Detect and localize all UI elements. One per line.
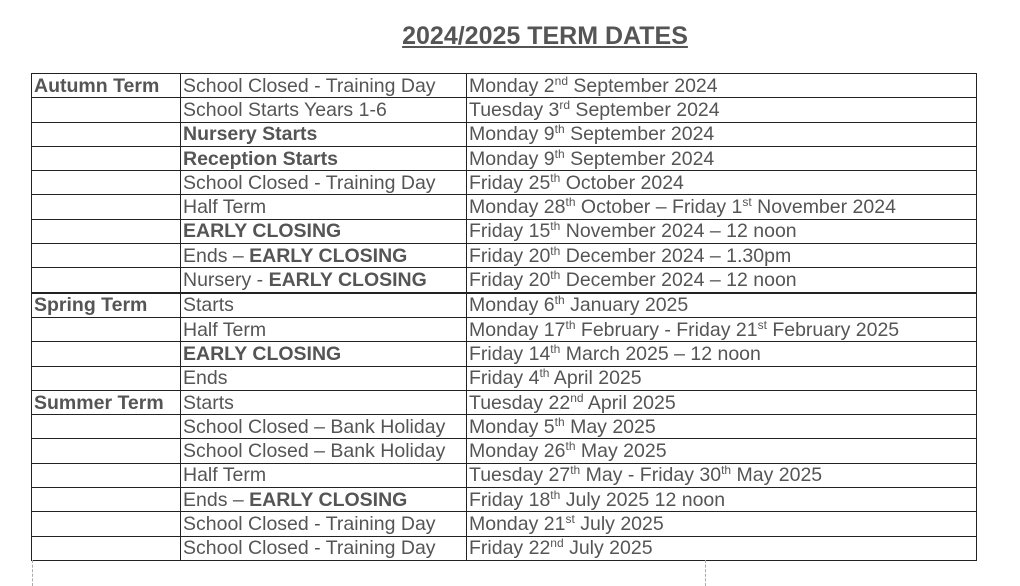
text: Friday 25	[469, 171, 551, 194]
text: September 2024	[564, 147, 715, 170]
date-cell	[467, 463, 977, 487]
table-row	[32, 439, 977, 463]
table-row	[32, 98, 977, 122]
date-cell	[467, 146, 977, 170]
table-row	[32, 74, 977, 98]
date-cell	[467, 171, 977, 195]
event-cell	[181, 366, 467, 390]
text: Starts	[183, 391, 234, 414]
date-cell	[467, 195, 977, 219]
text: Half Term	[183, 318, 267, 341]
term-name-cell	[32, 439, 181, 463]
date-cell	[467, 317, 977, 341]
date-cell	[467, 415, 977, 439]
event-cell	[181, 219, 467, 243]
event-cell	[181, 293, 467, 318]
event-cell	[181, 342, 467, 366]
table-row	[32, 171, 977, 195]
term-name-cell	[32, 146, 181, 170]
table-row	[32, 146, 977, 170]
ordinal-suffix: th	[565, 439, 576, 454]
text: Ends –	[183, 488, 250, 511]
table-row	[32, 488, 977, 512]
event-cell	[181, 317, 467, 341]
term-name-cell	[32, 244, 181, 268]
ordinal-suffix: th	[550, 170, 561, 185]
ordinal-suffix: th	[550, 243, 561, 258]
text: Tuesday 3	[469, 98, 560, 121]
table-row	[32, 195, 977, 219]
term-name-cell: Summer Term	[32, 390, 181, 414]
text: February 2025	[766, 318, 900, 341]
text: February - Friday 21	[575, 318, 758, 341]
ordinal-suffix: th	[550, 268, 561, 283]
ordinal-suffix: nd	[554, 73, 568, 88]
text: April 2025	[549, 367, 642, 390]
ordinal-suffix: st	[742, 195, 752, 210]
term-name-cell	[32, 122, 181, 146]
ordinal-suffix: th	[721, 463, 732, 478]
text: Friday 15	[469, 220, 551, 243]
term-name-cell	[32, 317, 181, 341]
table-row	[32, 342, 977, 366]
text: Friday 18	[469, 488, 551, 511]
text: Monday 21	[469, 512, 566, 535]
term-name-cell	[32, 342, 181, 366]
text: Friday 22	[469, 537, 551, 560]
text: Monday 9	[469, 123, 555, 146]
text: March 2025 – 12 noon	[560, 342, 761, 365]
table-row	[32, 244, 977, 268]
date-cell	[467, 366, 977, 390]
date-cell	[467, 390, 977, 414]
text: May 2025	[731, 464, 823, 487]
text: Ends –	[183, 244, 250, 267]
text: School Closed - Training Day	[183, 512, 436, 535]
text: Monday 26	[469, 440, 566, 463]
text: October – Friday 1	[575, 196, 743, 219]
ordinal-suffix: th	[570, 463, 581, 478]
bold-text: EARLY CLOSING	[249, 244, 408, 267]
date-cell	[467, 122, 977, 146]
text: May 2025	[575, 440, 667, 463]
event-cell	[181, 390, 467, 414]
ordinal-suffix: th	[550, 341, 561, 356]
ordinal-suffix: th	[565, 195, 576, 210]
event-cell	[181, 268, 467, 293]
event-cell	[181, 195, 467, 219]
ordinal-suffix: th	[554, 414, 565, 429]
bold-text: Reception Starts	[183, 147, 338, 170]
text: Tuesday 27	[469, 464, 571, 487]
text: April 2025	[583, 391, 676, 414]
page-margin-guide	[32, 560, 33, 586]
ordinal-suffix: th	[554, 122, 565, 137]
table-row	[32, 366, 977, 390]
event-cell	[181, 463, 467, 487]
text: September 2024	[570, 98, 720, 121]
date-cell	[467, 536, 977, 560]
text: Friday 4	[469, 367, 540, 390]
text: July 2025	[563, 537, 653, 560]
text: Monday 6	[469, 294, 555, 317]
event-cell	[181, 146, 467, 170]
ordinal-suffix: st	[757, 317, 767, 332]
term-name-cell	[32, 268, 181, 293]
text: May - Friday 30	[580, 464, 722, 487]
ordinal-suffix: th	[550, 487, 561, 502]
term-name-cell	[32, 366, 181, 390]
table-row	[32, 219, 977, 243]
text: Monday 17	[469, 318, 566, 341]
text: October 2024	[560, 171, 684, 194]
text: November 2024	[751, 196, 896, 219]
table-row	[32, 415, 977, 439]
ordinal-suffix: th	[539, 366, 550, 381]
event-cell	[181, 74, 467, 98]
text: School Closed - Training Day	[183, 74, 436, 97]
text: Monday 5	[469, 415, 555, 438]
date-cell	[467, 342, 977, 366]
event-cell	[181, 536, 467, 560]
text: Nursery -	[183, 269, 269, 292]
text: January 2025	[564, 294, 689, 317]
term-name-cell	[32, 98, 181, 122]
ordinal-suffix: th	[565, 317, 576, 332]
bold-text: EARLY CLOSING	[183, 342, 342, 365]
ordinal-suffix: nd	[570, 390, 584, 405]
term-name-cell	[32, 463, 181, 487]
term-name-cell	[32, 415, 181, 439]
ordinal-suffix: th	[550, 219, 561, 234]
text: Friday 20	[469, 269, 551, 292]
text: November 2024 – 12 noon	[560, 220, 797, 243]
term-name-cell	[32, 219, 181, 243]
table-row	[32, 317, 977, 341]
table-row	[32, 512, 977, 536]
table-row	[32, 463, 977, 487]
term-dates-table	[31, 73, 977, 561]
ordinal-suffix: nd	[550, 536, 564, 551]
term-name-cell	[32, 512, 181, 536]
table-row	[32, 122, 977, 146]
table-row	[32, 390, 977, 414]
date-cell	[467, 512, 977, 536]
text: December 2024 – 1.30pm	[560, 244, 792, 267]
event-cell	[181, 171, 467, 195]
table-row	[32, 293, 977, 318]
event-cell	[181, 98, 467, 122]
text: Friday 20	[469, 244, 551, 267]
bold-text: EARLY CLOSING	[268, 269, 427, 292]
text: Half Term	[183, 196, 267, 219]
text: Monday 9	[469, 147, 555, 170]
date-cell	[467, 439, 977, 463]
text: Monday 2	[469, 74, 555, 97]
date-cell	[467, 268, 977, 293]
date-cell	[467, 74, 977, 98]
text: December 2024 – 12 noon	[560, 269, 797, 292]
text: School Closed – Bank Holiday	[183, 440, 446, 463]
text: July 2025 12 noon	[560, 488, 726, 511]
text: Friday 14	[469, 342, 551, 365]
term-name-cell	[32, 488, 181, 512]
page-title: 2024/2025 TERM DATES	[402, 22, 688, 50]
text: May 2025	[564, 415, 656, 438]
date-cell	[467, 219, 977, 243]
text: School Closed - Training Day	[183, 537, 436, 560]
bold-text: EARLY CLOSING	[183, 220, 342, 243]
event-cell	[181, 415, 467, 439]
text: Starts	[183, 294, 234, 317]
date-cell	[467, 244, 977, 268]
term-name-cell: Autumn Term	[32, 74, 181, 98]
text: School Closed - Training Day	[183, 171, 436, 194]
term-name-cell	[32, 195, 181, 219]
text: September 2024	[564, 123, 715, 146]
event-cell	[181, 488, 467, 512]
text: Ends	[183, 367, 228, 390]
text: Tuesday 22	[469, 391, 571, 414]
text: School Closed – Bank Holiday	[183, 415, 446, 438]
date-cell	[467, 98, 977, 122]
term-name-cell	[32, 536, 181, 560]
ordinal-suffix: st	[565, 511, 575, 526]
event-cell	[181, 122, 467, 146]
text: July 2025	[574, 512, 664, 535]
event-cell	[181, 244, 467, 268]
bold-text: Nursery Starts	[183, 123, 318, 146]
table-row	[32, 536, 977, 560]
ordinal-suffix: th	[554, 293, 565, 308]
term-name-cell	[32, 171, 181, 195]
event-cell	[181, 439, 467, 463]
term-name-cell: Spring Term	[32, 293, 181, 318]
ordinal-suffix: rd	[559, 97, 571, 112]
table-row	[32, 268, 977, 293]
ordinal-suffix: th	[554, 146, 565, 161]
text: School Starts Years 1-6	[183, 98, 387, 121]
event-cell	[181, 512, 467, 536]
date-cell	[467, 488, 977, 512]
text: Half Term	[183, 464, 267, 487]
text: Monday 28	[469, 196, 566, 219]
page-margin-guide	[705, 560, 706, 586]
date-cell	[467, 293, 977, 318]
bold-text: EARLY CLOSING	[249, 488, 408, 511]
text: September 2024	[568, 74, 718, 97]
